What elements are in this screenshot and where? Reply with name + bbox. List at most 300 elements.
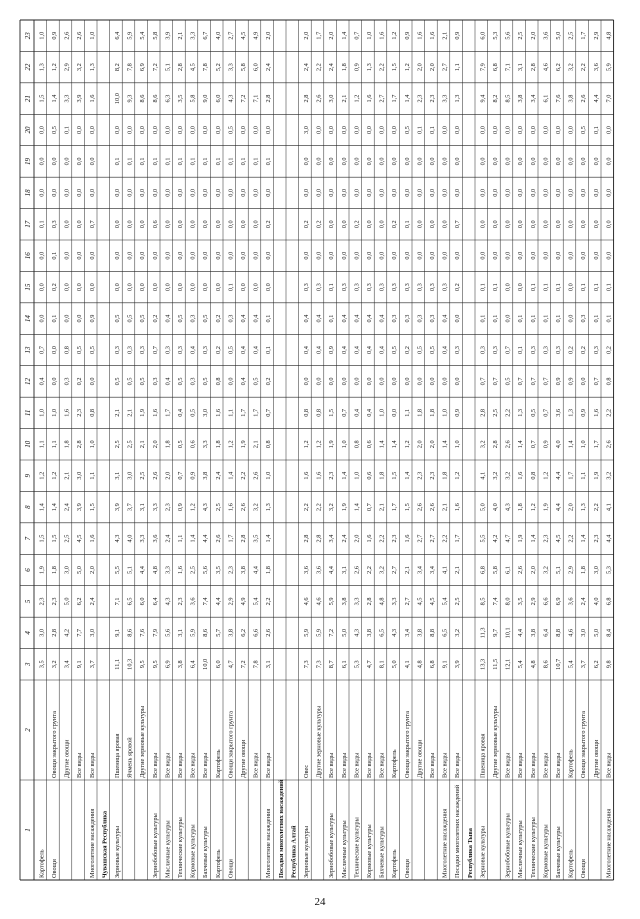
table-cell: 1,4 xyxy=(227,471,235,480)
table-cell: 3,1 xyxy=(340,566,348,574)
table-cell: 0,0 xyxy=(38,126,46,134)
table-cell: 0,0 xyxy=(542,251,550,260)
row-subcategory: Все виды xyxy=(76,752,84,778)
column-header: 3 xyxy=(24,662,32,667)
table-cell: 2,2 xyxy=(303,503,310,512)
table-cell: 6,4 xyxy=(542,628,550,637)
table-cell: 3,2 xyxy=(567,63,575,72)
table-cell: 1,2 xyxy=(391,31,399,40)
table-cell: 5,3 xyxy=(492,31,499,40)
table-cell: 6,0 xyxy=(139,597,147,606)
table-cell: 2,6 xyxy=(416,503,424,512)
table-cell: 2,8 xyxy=(177,63,184,72)
column-header: 23 xyxy=(24,32,32,40)
row-category: Технические культуры xyxy=(353,817,361,878)
table-cell: 1,4 xyxy=(378,440,386,449)
column-header: 19 xyxy=(24,157,32,165)
row-category: Овощи xyxy=(51,859,58,878)
table-cell: 0,0 xyxy=(76,283,84,292)
table-cell: 0,7 xyxy=(88,220,96,229)
table-cell: 0,5 xyxy=(202,377,210,386)
table-cell: 0,8 xyxy=(315,408,323,417)
table-cell: 1,0 xyxy=(378,408,386,417)
table-cell: 2,8 xyxy=(366,597,373,606)
table-cell: 0,0 xyxy=(592,251,600,260)
table-cell: 7,4 xyxy=(492,597,499,606)
table-cell: 1,1 xyxy=(227,408,235,417)
table-cell: 0,5 xyxy=(189,408,197,417)
table-cell: 2,6 xyxy=(76,31,84,40)
table-cell: 0,0 xyxy=(38,157,46,166)
table-cell: 3,7 xyxy=(88,660,96,669)
table-cell: 0,2 xyxy=(605,346,613,354)
table-cell: 0,4 xyxy=(315,314,323,323)
table-cell: 8,6 xyxy=(151,94,159,103)
table-cell: 5,5 xyxy=(479,534,487,543)
table-cell: 1,7 xyxy=(164,408,172,417)
table-cell: 0,5 xyxy=(580,126,588,134)
table-cell: 0,7 xyxy=(542,408,550,417)
table-cell: 5,4 xyxy=(139,31,147,40)
table-cell: 0,2 xyxy=(151,314,159,323)
table-cell: 2,6 xyxy=(504,440,512,449)
row-subcategory: Все виды xyxy=(177,752,184,778)
table-cell: 2,2 xyxy=(315,63,323,72)
row-category: Многолетние насаждения xyxy=(88,808,96,878)
table-cell: 0,0 xyxy=(202,283,210,292)
table-cell: 9,1 xyxy=(114,628,121,637)
table-cell: 0,7 xyxy=(265,408,273,417)
table-cell: 1,8 xyxy=(164,440,172,449)
table-cell: 0,0 xyxy=(454,377,462,386)
row-subcategory: Овес xyxy=(303,764,310,778)
table-cell: 0,2 xyxy=(265,377,273,386)
table-cell: 3,3 xyxy=(139,534,147,543)
table-cell: 0,0 xyxy=(340,377,348,386)
table-cell: 2,7 xyxy=(227,31,235,40)
table-cell: 7,6 xyxy=(139,628,147,637)
table-cell: 0,0 xyxy=(328,220,336,229)
row-category: Многолетние насаждения xyxy=(265,808,273,878)
table-cell: 10,0 xyxy=(114,93,121,105)
table-cell: 6,3 xyxy=(164,94,172,103)
table-cell: 1,4 xyxy=(403,471,411,480)
table-cell: 0,0 xyxy=(416,220,424,229)
table-cell: 1,1 xyxy=(38,440,46,449)
table-cell: 0,1 xyxy=(529,283,537,292)
table-cell: 3,3 xyxy=(353,597,361,606)
table-cell: 0,0 xyxy=(567,314,575,323)
table-cell: 2,4 xyxy=(88,597,96,606)
table-cell: 3,5 xyxy=(252,534,260,543)
table-cell: 2,3 xyxy=(429,471,436,480)
table-cell: 0,3 xyxy=(403,283,411,292)
table-cell: 0,4 xyxy=(378,346,386,354)
table-cell: 0,5 xyxy=(227,346,235,354)
table-cell: 0,5 xyxy=(429,346,436,354)
table-cell: 6,1 xyxy=(504,566,512,574)
table-cell: 0,0 xyxy=(340,220,348,229)
table-cell: 3,6 xyxy=(151,534,159,543)
table-cell: 0,0 xyxy=(315,377,323,386)
table-cell: 0,0 xyxy=(529,126,537,134)
table-cell: 2,0 xyxy=(416,440,424,449)
table-cell: 0,3 xyxy=(403,314,411,323)
table-cell: 0,7 xyxy=(504,346,512,354)
table-cell: 0,0 xyxy=(214,283,222,292)
table-cell: 8,2 xyxy=(492,94,499,103)
table-cell: 0,4 xyxy=(378,314,386,323)
table-cell: 0,7 xyxy=(340,408,348,417)
table-cell: 0,0 xyxy=(252,220,260,229)
table-cell: 7,1 xyxy=(504,63,512,72)
table-cell: 1,9 xyxy=(592,471,600,480)
table-cell: 0,0 xyxy=(529,251,537,260)
table-cell: 8,8 xyxy=(555,628,562,637)
table-cell: 1,6 xyxy=(88,94,96,103)
table-cell: 4,5 xyxy=(429,597,436,606)
table-cell: 8,2 xyxy=(114,63,121,72)
table-cell: 1,9 xyxy=(328,440,336,449)
table-cell: 0,1 xyxy=(164,157,172,166)
table-cell: 0,0 xyxy=(139,283,147,292)
table-cell: 1,8 xyxy=(441,471,449,480)
table-cell: 4,8 xyxy=(151,566,159,574)
table-cell: 9,1 xyxy=(76,660,84,669)
row-subcategory: Все виды xyxy=(265,752,273,778)
table-cell: 0,1 xyxy=(51,314,58,323)
table-cell: 0,0 xyxy=(202,251,210,260)
table-cell: 2,7 xyxy=(416,534,424,543)
table-cell: 1,4 xyxy=(340,471,348,480)
table-cell: 1,1 xyxy=(88,471,96,480)
table-cell: 0,3 xyxy=(416,283,424,292)
table-cell: 1,1 xyxy=(403,408,411,417)
table-cell: 0,0 xyxy=(580,251,588,260)
table-cell: 2,2 xyxy=(240,471,247,480)
table-cell: 4,4 xyxy=(214,597,222,606)
table-cell: 6,9 xyxy=(139,63,147,72)
table-cell: 0,0 xyxy=(378,251,386,260)
table-cell: 2,3 xyxy=(227,566,235,574)
table-cell: 0,8 xyxy=(303,408,310,417)
table-cell: 0,5 xyxy=(416,346,424,354)
table-cell: 0,0 xyxy=(592,220,600,229)
table-cell: 0,0 xyxy=(479,220,487,229)
table-cell: 0,3 xyxy=(454,346,462,354)
table-cell: 7,0 xyxy=(605,94,613,103)
table-cell: 0,0 xyxy=(227,188,235,197)
table-cell: 3,4 xyxy=(429,566,436,574)
table-cell: 5,9 xyxy=(605,63,613,72)
table-cell: 0,0 xyxy=(315,126,323,134)
table-cell: 7,6 xyxy=(555,94,562,103)
table-cell: 0,0 xyxy=(378,377,386,386)
table-cell: 3,9 xyxy=(76,94,84,103)
table-cell: 5,1 xyxy=(164,63,172,72)
table-cell: 6,6 xyxy=(542,597,550,606)
table-cell: 3,3 xyxy=(151,503,159,512)
table-cell: 0,0 xyxy=(429,188,436,197)
table-cell: 4,0 xyxy=(592,597,600,606)
table-cell: 3,4 xyxy=(63,660,71,669)
table-cell: 0,0 xyxy=(416,377,424,386)
table-cell: 0,0 xyxy=(303,157,310,166)
table-cell: 0,6 xyxy=(366,440,373,449)
table-cell: 3,3 xyxy=(441,94,449,103)
table-cell: 1,3 xyxy=(88,63,96,72)
table-cell: 3,2 xyxy=(504,471,512,480)
row-category: Картофель xyxy=(214,849,222,878)
table-cell: 0,0 xyxy=(38,251,46,260)
table-cell: 5,3 xyxy=(353,660,361,669)
table-cell: 0,2 xyxy=(403,346,411,354)
table-cell: 8,5 xyxy=(479,597,487,606)
table-cell: 0,0 xyxy=(139,220,147,229)
table-cell: 0,8 xyxy=(605,377,613,386)
table-cell: 2,0 xyxy=(88,566,96,574)
table-cell: 6,1 xyxy=(542,94,550,103)
table-cell: 4,0 xyxy=(555,440,562,449)
row-subcategory: Другие овощи xyxy=(63,739,71,778)
table-cell: 3,9 xyxy=(454,660,462,669)
table-cell: 3,2 xyxy=(454,628,462,637)
table-cell: 0,1 xyxy=(189,157,197,166)
table-cell: 3,0 xyxy=(202,408,210,417)
table-cell: 0,0 xyxy=(88,126,96,134)
table-cell: 0,1 xyxy=(542,314,550,323)
table-cell: 0,2 xyxy=(353,220,361,229)
table-cell: 0,0 xyxy=(353,377,361,386)
table-cell: 0,1 xyxy=(492,314,499,323)
table-cell: 2,2 xyxy=(378,534,386,543)
table-cell: 0,0 xyxy=(252,126,260,134)
table-cell: 1,3 xyxy=(366,63,373,72)
table-cell: 0,0 xyxy=(51,188,58,197)
table-cell: 1,1 xyxy=(454,63,462,72)
table-cell: 4,8 xyxy=(605,31,613,40)
table-cell: 2,7 xyxy=(441,63,449,72)
table-cell: 3,9 xyxy=(164,31,172,40)
table-cell: 0,0 xyxy=(315,251,323,260)
table-cell: 0,1 xyxy=(177,157,184,166)
table-cell: 2,1 xyxy=(378,503,386,512)
table-cell: 3,4 xyxy=(529,94,537,103)
table-cell: 3,8 xyxy=(177,660,184,669)
row-subcategory: Другие овощи xyxy=(592,739,600,778)
table-cell: 7,1 xyxy=(114,597,121,606)
page-number: 24 xyxy=(314,896,326,908)
table-cell: 3,0 xyxy=(63,566,71,574)
table-cell: 0,0 xyxy=(605,157,613,166)
table-cell: 4,7 xyxy=(227,660,235,669)
table-cell: 0,0 xyxy=(479,251,487,260)
table-cell: 0,0 xyxy=(454,126,462,134)
table-cell: 2,9 xyxy=(63,63,71,72)
table-cell: 0,4 xyxy=(189,346,197,354)
table-cell: 0,0 xyxy=(189,251,197,260)
table-cell: 0,0 xyxy=(214,220,222,229)
table-cell: 0,0 xyxy=(227,251,235,260)
row-category: Зерновые культуры xyxy=(114,825,121,878)
table-cell: 1,3 xyxy=(265,503,273,512)
table-cell: 0,0 xyxy=(504,188,512,197)
table-cell: 1,4 xyxy=(391,440,399,449)
table-cell: 3,2 xyxy=(542,566,550,574)
table-cell: 2,6 xyxy=(240,503,247,512)
table-cell: 0,0 xyxy=(88,283,96,292)
table-cell: 3,5 xyxy=(214,566,222,574)
table-cell: 2,0 xyxy=(303,31,310,40)
table-cell: 3,3 xyxy=(189,31,197,40)
table-cell: 0,3 xyxy=(303,283,310,292)
table-cell: 1,6 xyxy=(303,471,310,480)
table-cell: 2,8 xyxy=(240,534,247,543)
table-cell: 1,6 xyxy=(315,471,323,480)
table-cell: 2,2 xyxy=(592,503,600,512)
table-cell: 3,4 xyxy=(403,628,411,637)
table-cell: 5,1 xyxy=(126,566,134,574)
table-cell: 0,4 xyxy=(366,346,373,354)
table-cell: 2,1 xyxy=(252,440,260,449)
table-cell: 0,0 xyxy=(340,126,348,134)
table-cell: 2,3 xyxy=(177,597,184,606)
table-cell: 7,1 xyxy=(252,94,260,103)
table-cell: 0,0 xyxy=(391,126,399,134)
table-cell: 0,1 xyxy=(542,283,550,292)
table-cell: 6,1 xyxy=(340,660,348,669)
table-cell: 2,1 xyxy=(114,408,121,417)
table-cell: 6,2 xyxy=(76,597,84,606)
row-category: Картофель xyxy=(38,849,46,878)
row-subcategory: Другие зерновые культуры xyxy=(139,705,147,778)
table-cell: 7,8 xyxy=(126,63,134,72)
table-cell: 0,1 xyxy=(416,126,424,134)
table-cell: 3,4 xyxy=(328,534,336,543)
table-cell: 0,0 xyxy=(303,188,310,197)
table-cell: 0,0 xyxy=(366,251,373,260)
table-cell: 0,7 xyxy=(492,377,499,386)
table-cell: 4,9 xyxy=(240,597,247,606)
table-cell: 3,1 xyxy=(265,660,273,669)
table-cell: 2,9 xyxy=(592,31,600,40)
table-cell: 6,8 xyxy=(605,597,613,606)
row-subcategory: Все виды xyxy=(429,752,436,778)
table-cell: 3,9 xyxy=(76,503,84,512)
table-cell: 5,9 xyxy=(126,31,134,40)
table-cell: 0,0 xyxy=(479,188,487,197)
row-category: Зерновые культуры xyxy=(479,825,487,878)
table-cell: 0,9 xyxy=(454,31,462,40)
table-cell: 0,0 xyxy=(441,157,449,166)
table-cell: 6,9 xyxy=(555,597,562,606)
table-cell: 0,5 xyxy=(177,440,184,449)
column-header: 14 xyxy=(24,315,32,323)
table-cell: 0,5 xyxy=(139,377,147,386)
table-cell: 0,0 xyxy=(391,377,399,386)
table-cell: 2,1 xyxy=(403,566,411,574)
table-cell: 7,2 xyxy=(151,63,159,72)
table-cell: 3,2 xyxy=(378,566,386,574)
table-cell: 0,0 xyxy=(63,314,71,323)
table-cell: 0,0 xyxy=(366,377,373,386)
table-cell: 0,2 xyxy=(567,346,575,354)
table-cell: 2,8 xyxy=(265,94,273,103)
table-cell: 0,1 xyxy=(592,283,600,292)
table-cell: 2,3 xyxy=(51,597,58,606)
table-cell: 4,9 xyxy=(252,31,260,40)
table-cell: 4,5 xyxy=(555,534,562,543)
table-cell: 3,0 xyxy=(303,126,310,134)
table-cell: 7,7 xyxy=(76,628,84,637)
row-subcategory: Другие зерновые культуры xyxy=(492,705,499,778)
table-cell: 0,0 xyxy=(76,220,84,229)
table-cell: 0,0 xyxy=(504,251,512,260)
table-cell: 0,1 xyxy=(555,283,562,292)
table-cell: 0,5 xyxy=(114,314,121,323)
table-cell: 2,2 xyxy=(441,534,449,543)
table-cell: 0,0 xyxy=(378,157,386,166)
table-cell: 0,3 xyxy=(429,283,436,292)
row-subcategory: Овощи закрытого грунта xyxy=(403,711,411,778)
table-cell: 2,6 xyxy=(517,566,525,574)
table-cell: 2,0 xyxy=(151,440,159,449)
table-cell: 5,7 xyxy=(214,628,222,637)
table-cell: 2,6 xyxy=(214,534,222,543)
table-cell: 1,6 xyxy=(214,408,222,417)
table-cell: 0,2 xyxy=(391,220,399,229)
table-cell: 0,7 xyxy=(542,377,550,386)
table-cell: 0,0 xyxy=(504,157,512,166)
table-cell: 0,3 xyxy=(592,346,600,354)
table-cell: 0,0 xyxy=(76,157,84,166)
table-cell: 4,3 xyxy=(391,628,399,637)
table-cell: 6,0 xyxy=(252,63,260,72)
table-cell: 8,6 xyxy=(126,628,134,637)
table-cell: 3,0 xyxy=(328,94,336,103)
table-cell: 2,6 xyxy=(252,471,260,480)
table-cell: 5,0 xyxy=(479,503,487,512)
table-cell: 7,2 xyxy=(240,94,247,103)
table-cell: 3,8 xyxy=(416,628,424,637)
table-cell: 0,3 xyxy=(479,346,487,354)
table-cell: 0,7 xyxy=(454,220,462,229)
table-cell: 2,5 xyxy=(189,566,197,574)
table-cell: 3,0 xyxy=(126,471,134,480)
table-cell: 2,7 xyxy=(403,597,411,606)
row-category: Чувашская Республика xyxy=(101,810,109,878)
table-cell: 1,8 xyxy=(429,408,436,417)
table-cell: 0,0 xyxy=(492,251,499,260)
table-cell: 0,0 xyxy=(38,314,46,323)
table-cell: 1,6 xyxy=(416,31,424,40)
table-cell: 2,8 xyxy=(479,408,487,417)
table-cell: 0,0 xyxy=(517,283,525,292)
table-cell: 0,2 xyxy=(454,283,462,292)
row-subcategory: Пшеница яровая xyxy=(114,733,121,778)
table-cell: 0,1 xyxy=(555,314,562,323)
table-cell: 0,0 xyxy=(391,408,399,417)
table-cell: 0,0 xyxy=(378,126,386,134)
table-cell: 0,0 xyxy=(177,251,184,260)
row-subcategory: Все виды xyxy=(517,752,525,778)
table-cell: 4,5 xyxy=(76,534,84,543)
table-cell: 0,0 xyxy=(605,126,613,134)
table-cell: 0,0 xyxy=(580,188,588,197)
table-cell: 13,3 xyxy=(479,658,487,670)
table-cell: 0,0 xyxy=(164,220,172,229)
table-cell: 5,5 xyxy=(114,566,121,574)
